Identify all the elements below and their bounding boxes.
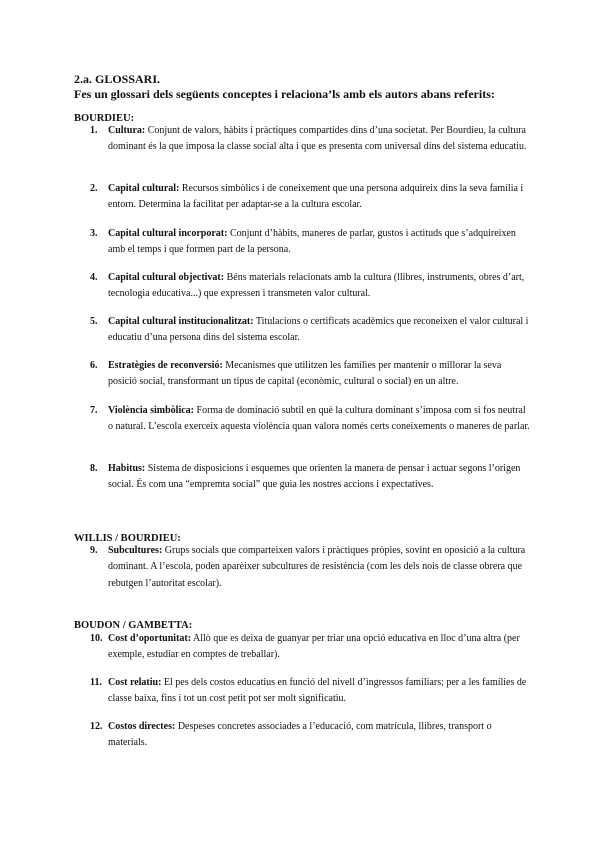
entry-number: 5. xyxy=(90,316,98,327)
glossary-entry xyxy=(90,403,532,436)
entry-definition: Conjunt d’hàbits, maneres de parlar, gustos i actituds que s’adquireixen amb el temps i que formen part de la persona. xyxy=(108,228,516,256)
entry-term: Capital cultural: xyxy=(108,183,180,194)
entry-number: 12. xyxy=(90,721,103,732)
entry-definition: Despeses concretes associades a l’educació, com matrícula, llibres, transport o materials. xyxy=(108,721,492,749)
glossary-entry xyxy=(90,461,532,494)
entry-number: 1. xyxy=(90,125,98,136)
section-heading-boudon-gambetta: BOUDON / GAMBETTA: xyxy=(74,620,193,631)
entry-number: 8. xyxy=(90,463,98,474)
entry-definition: Béns materials relacionats amb la cultura (llibres, instruments, obres d’art, tecnologia educativa...) que expressen i transmeten valor cultural. xyxy=(108,272,525,300)
entry-term: Capital cultural institucionalitzat: xyxy=(108,316,254,327)
entry-term: Cost relatiu: xyxy=(108,677,162,688)
entry-term: Habitus: xyxy=(108,463,146,474)
entry-term: Capital cultural objectivat: xyxy=(108,272,225,283)
glossary-entry xyxy=(90,675,532,708)
section-heading-bourdieu: BOURDIEU: xyxy=(74,113,135,124)
entry-number: 10. xyxy=(90,633,103,644)
entry-term: Costos directes: xyxy=(108,721,176,732)
entry-number: 11. xyxy=(90,677,102,688)
entry-term: Cultura: xyxy=(108,125,146,136)
entry-term: Estratègies de reconversió: xyxy=(108,360,223,371)
entry-definition: Grups socials que comparteixen valors i pràctiques pròpies, sovint en oposició a la cultura dominant. A l’escola, poden aparèixer subcultures de resistència (com les dels nois de classe obrera que rebutgen l’autoritat escolar). xyxy=(108,545,526,589)
entry-term: Violència simbòlica: xyxy=(108,405,195,416)
glossary-entry xyxy=(90,123,532,156)
document-title: 2.a. GLOSSARI. xyxy=(74,72,161,86)
glossary-entry xyxy=(90,358,532,391)
entry-number: 2. xyxy=(90,183,98,194)
glossary-entry xyxy=(90,181,532,214)
entry-number: 9. xyxy=(90,545,98,556)
glossary-entry xyxy=(90,543,532,592)
entry-number: 3. xyxy=(90,228,98,239)
entry-definition: Sistema de disposicions i esquemes que orienten la manera de pensar i actuar segons l’origen social. És com una “empremta social” que guia les nostres accions i expectatives. xyxy=(108,463,521,491)
glossary-entry xyxy=(90,314,532,347)
document-instruction: Fes un glossari dels següents conceptes i relaciona’ls amb els autors abans referits: xyxy=(74,87,495,101)
entry-definition: Mecanismes que utilitzen les famílies per mantenir o millorar la seva posició social, transformant un tipus de capital (econòmic, cultural o social) en un altre. xyxy=(108,360,502,388)
entry-definition: Titulacions o certificats acadèmics que reconeixen el valor cultural i educatiu d’una persona dins del sistema escolar. xyxy=(108,316,529,344)
entry-definition: Conjunt de valors, hàbits i pràctiques compartides dins d’una societat. Per Bourdieu, la cultura dominant és la que imposa la classe social alta i que es presenta com universal dins del sistema educatiu. xyxy=(108,125,527,153)
glossary-entry xyxy=(90,270,532,303)
entry-number: 6. xyxy=(90,360,98,371)
entry-definition: El pes dels costos educatius en funció del nivell d’ingressos familiars; per a les famílies de classe baixa, fins i tot un cost petit pot ser molt significatiu. xyxy=(108,677,527,705)
entry-definition: Allò que es deixa de guanyar per triar una opció educativa en lloc d’una altra (per exemple, estudiar en comptes de treballar). xyxy=(108,633,520,661)
entry-definition: Forma de dominació subtil en què la cultura dominant s’imposa com si fos neutral o natural. L’escola exerceix aquesta violència quan valora només certs coneixements o maneres de parlar. xyxy=(108,405,530,433)
entry-number: 4. xyxy=(90,272,98,283)
entry-term: Capital cultural incorporat: xyxy=(108,228,228,239)
section-heading-willis-bourdieu: WILLIS / BOURDIEU: xyxy=(74,533,181,544)
glossary-entry xyxy=(90,631,532,664)
entry-term: Subcultures: xyxy=(108,545,163,556)
entry-number: 7. xyxy=(90,405,98,416)
glossary-entry xyxy=(90,226,532,259)
entry-definition: Recursos simbòlics i de coneixement que una persona adquireix dins la seva família i entorn. Determina la facilitat per adaptar-se a la cultura escolar. xyxy=(108,183,524,211)
entry-term: Cost d’oportunitat: xyxy=(108,633,192,644)
glossary-entry xyxy=(90,719,532,752)
